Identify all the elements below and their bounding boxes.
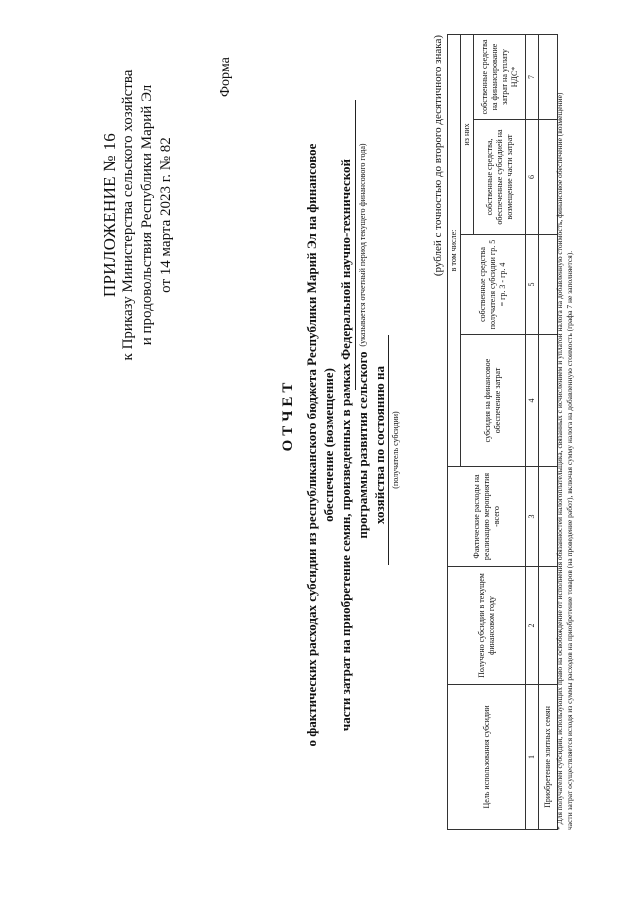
- header-of-them: из них: [461, 34, 474, 234]
- appendix-line-1: к Приказу Министерства сельского хозяйства: [120, 69, 136, 361]
- appendix-title: ПРИЛОЖЕНИЕ № 16: [100, 132, 119, 298]
- header-purpose: Цель использования субсидии: [448, 685, 526, 830]
- footnote-line-2: части затрат осуществляется исходя из суммы расходов на приобретение товаров (на проведение работ), включая сумму налога на добавленную стоимость (графа 7 не заполняется).: [565, 250, 574, 830]
- recipient-hint: (получатель субсидии): [391, 411, 400, 489]
- recipient-blank-line: [388, 335, 389, 565]
- header-received: Получено субсидии в текущем финансовом году: [448, 567, 526, 685]
- report-subtitle-line-3: хозяйства по состоянию на: [372, 365, 387, 525]
- column-number: 2: [526, 567, 539, 685]
- row-label-elite-seeds: Приобретение элитных семян: [539, 685, 558, 830]
- header-own-funds-reimbursed: собственные средства, обеспеченные субсидией на возмещение части затрат: [474, 120, 526, 235]
- report-subtitle-line-2: части затрат на приобретение семян, произведенных в рамках Федеральной научно-технической программы развития сельского: [338, 158, 370, 732]
- header-own-funds-vat: собственные средства на финансирование затрат на уплату НДС*: [474, 34, 526, 119]
- period-blank-line: [355, 100, 356, 390]
- column-number: 6: [526, 120, 539, 235]
- header-subsidy-financing: субсидия на финансовое обеспечение затрат: [461, 335, 526, 467]
- report-subtitle-line-1: о фактических расходах субсидии из республиканского бюджета Республики Марий Эл на финансовое обеспечение (возмещение): [304, 143, 336, 747]
- appendix-header: [100, 55, 176, 375]
- period-hint: (указывается отчетный период текущего финансового года): [358, 143, 367, 347]
- header-actual-expenses: Фактические расходы на реализацию мероприятия -всего: [448, 467, 526, 567]
- appendix-line-2: и продовольствия Республики Марий Эл: [139, 84, 155, 346]
- header-in-total: в том числе:: [448, 34, 461, 466]
- column-number: 5: [526, 235, 539, 335]
- footnote: [555, 30, 575, 830]
- precision-note: (рублей с точностью до второго десятичного знака): [432, 35, 444, 277]
- column-number: 1: [526, 685, 539, 830]
- footnote-line-1: * Для получателей субсидий, использующих право на освобождение от исполнения обязанностей налогоплательщика, связанных с исчислением и уплатой налога на добавленную стоимость, финансовое обеспечение (возмещение): [555, 92, 564, 830]
- column-number: 7: [526, 34, 539, 119]
- column-number: 3: [526, 467, 539, 567]
- form-label: Форма: [218, 57, 233, 97]
- column-number: 4: [526, 335, 539, 467]
- report-title: ОТЧЕТ: [280, 378, 296, 452]
- report-table: [447, 34, 558, 830]
- header-own-funds: собственные средства получателя субсидии гр. 5 = гр. 3 - гр. 4: [461, 235, 526, 335]
- report-subtitle: [303, 135, 388, 755]
- appendix-line-3: от 14 марта 2023 г. № 82: [158, 137, 174, 293]
